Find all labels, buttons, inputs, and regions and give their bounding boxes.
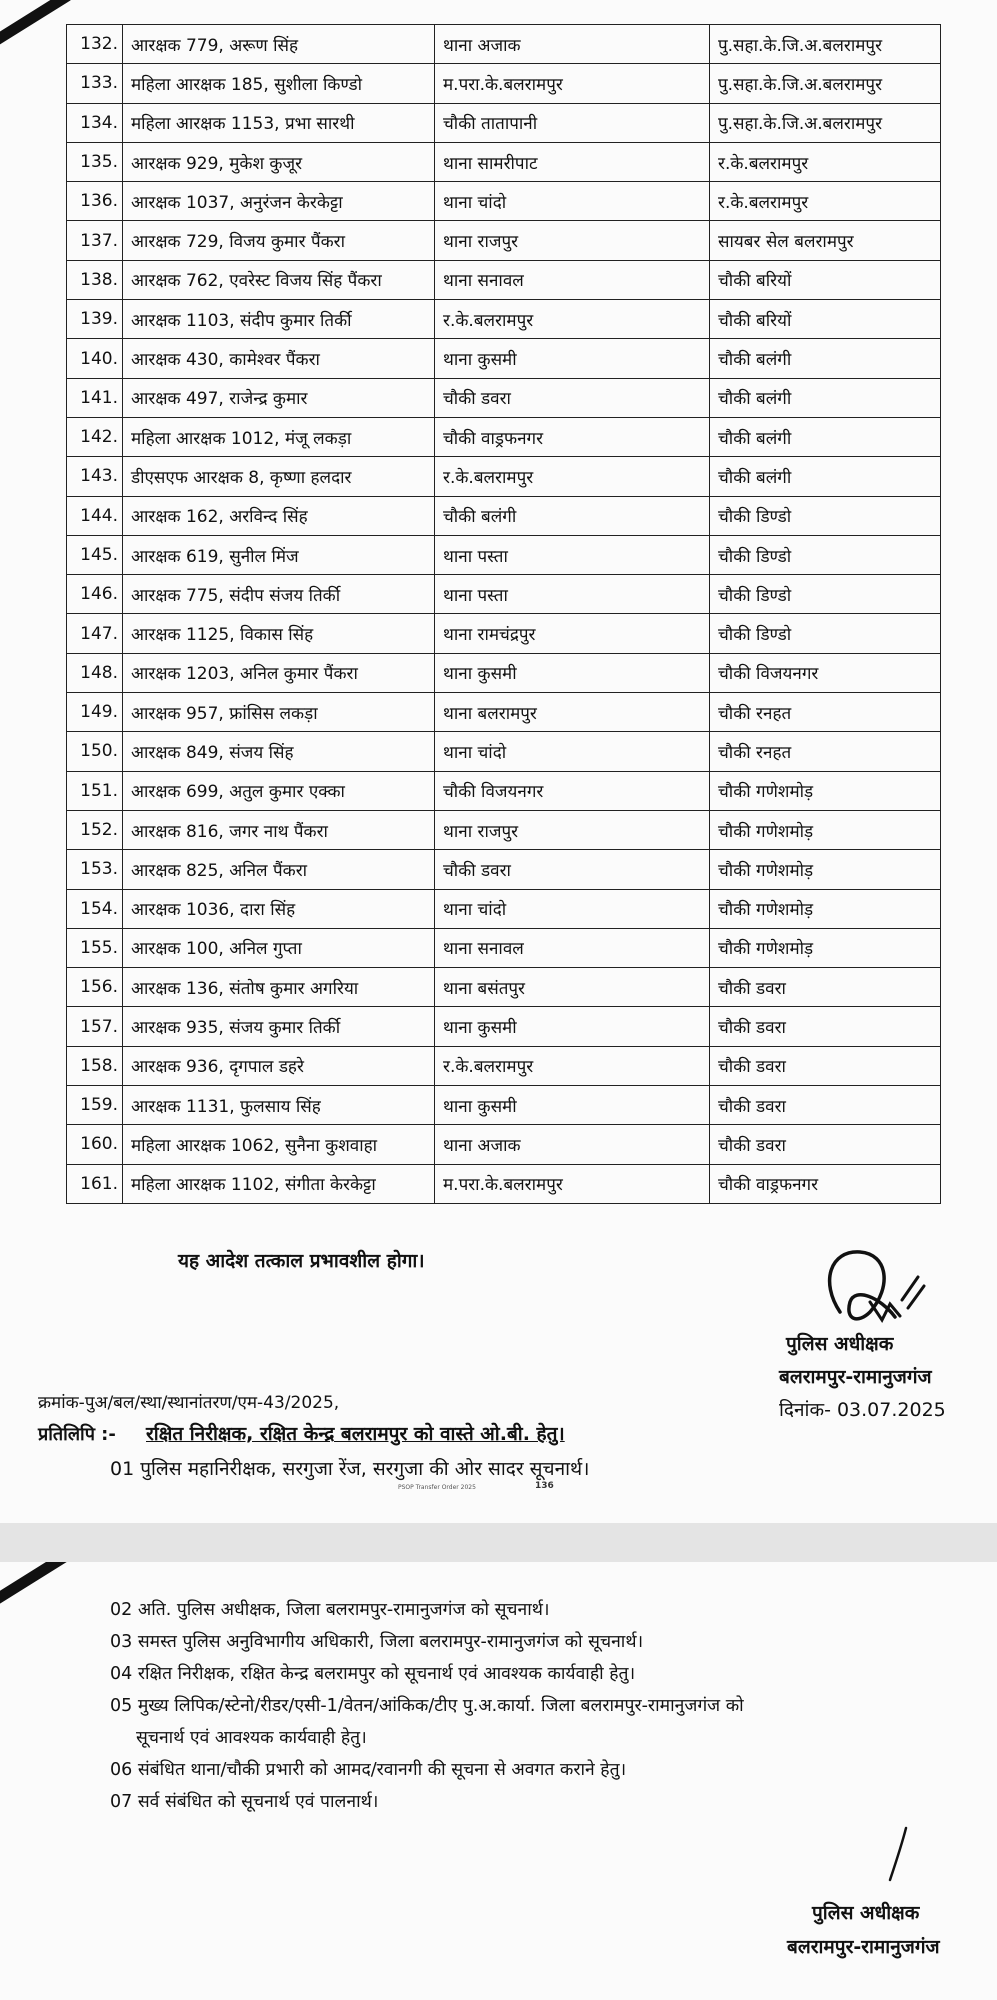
table-row xyxy=(67,142,941,181)
serial-cell: 154. xyxy=(67,889,123,928)
serial-cell: 153. xyxy=(67,850,123,889)
table-row xyxy=(67,1046,941,1085)
table-row xyxy=(67,693,941,732)
to-posting-cell: चौकी बलंगी xyxy=(710,417,941,456)
from-posting-cell: थाना बसंतपुर xyxy=(435,968,710,1007)
table-row xyxy=(67,771,941,810)
employee-cell: आरक्षक 762, एवरेस्ट विजय सिंह पैंकरा xyxy=(123,260,435,299)
serial-cell: 150. xyxy=(67,732,123,771)
serial-cell: 155. xyxy=(67,928,123,967)
from-posting-cell: थाना कुसमी xyxy=(435,1086,710,1125)
table-row xyxy=(67,64,941,103)
from-posting-cell: थाना अजाक xyxy=(435,25,710,64)
employee-cell: आरक्षक 162, अरविन्द सिंह xyxy=(123,496,435,535)
employee-cell: आरक्षक 729, विजय कुमार पैंकरा xyxy=(123,221,435,260)
employee-cell: आरक्षक 825, अनिल पैंकरा xyxy=(123,850,435,889)
table-row xyxy=(67,1086,941,1125)
from-posting-cell: थाना राजपुर xyxy=(435,810,710,849)
serial-cell: 133. xyxy=(67,64,123,103)
serial-cell: 145. xyxy=(67,535,123,574)
distribution-item-04: 04 रक्षित निरीक्षक, रक्षित केन्द्र बलरामपुर को सूचनार्थ एवं आवश्यक कार्यवाही हेतु। xyxy=(110,1664,636,1684)
serial-cell: 149. xyxy=(67,693,123,732)
to-posting-cell: चौकी बलंगी xyxy=(710,339,941,378)
table-row xyxy=(67,103,941,142)
to-posting-cell: चौकी डिण्डो xyxy=(710,535,941,574)
to-posting-cell: चौकी डवरा xyxy=(710,1046,941,1085)
signatory-title: पुलिस अधीक्षक xyxy=(786,1333,894,1355)
to-posting-cell: सायबर सेल बलरामपुर xyxy=(710,221,941,260)
serial-cell: 148. xyxy=(67,653,123,692)
from-posting-cell: थाना कुसमी xyxy=(435,1007,710,1046)
serial-cell: 134. xyxy=(67,103,123,142)
employee-cell: डीएसएफ आरक्षक 8, कृष्णा हलदार xyxy=(123,457,435,496)
employee-cell: आरक्षक 100, अनिल गुप्ता xyxy=(123,928,435,967)
table-row xyxy=(67,850,941,889)
table-row xyxy=(67,1125,941,1164)
table-row xyxy=(67,1164,941,1203)
serial-cell: 160. xyxy=(67,1125,123,1164)
to-posting-cell: चौकी गणेशमोड़ xyxy=(710,850,941,889)
table-row xyxy=(67,575,941,614)
from-posting-cell: थाना कुसमी xyxy=(435,339,710,378)
distribution-item-03: 03 समस्त पुलिस अनुविभागीय अधिकारी, जिला बलरामपुर-रामानुजगंज को सूचनार्थ। xyxy=(110,1632,644,1652)
to-posting-cell: पु.सहा.के.जि.अ.बलरामपुर xyxy=(710,103,941,142)
table-row xyxy=(67,810,941,849)
distribution-item-05-cont: सूचनार्थ एवं आवश्यक कार्यवाही हेतु। xyxy=(136,1728,367,1748)
from-posting-cell: चौकी वाड्रफनगर xyxy=(435,417,710,456)
from-posting-cell: चौकी विजयनगर xyxy=(435,771,710,810)
to-posting-cell: चौकी वाड्रफनगर xyxy=(710,1164,941,1203)
document-page-2 xyxy=(0,1562,997,2000)
signatory-title-2: पुलिस अधीक्षक xyxy=(812,1902,920,1924)
table-row xyxy=(67,928,941,967)
employee-cell: महिला आरक्षक 1062, सुनैना कुशवाहा xyxy=(123,1125,435,1164)
serial-cell: 132. xyxy=(67,25,123,64)
serial-cell: 146. xyxy=(67,575,123,614)
to-posting-cell: चौकी बलंगी xyxy=(710,378,941,417)
copy-item-01: 01 पुलिस महानिरीक्षक, सरगुजा रेंज, सरगुजा की ओर सादर सूचनार्थ। xyxy=(110,1458,590,1480)
table-row xyxy=(67,457,941,496)
distribution-item-02: 02 अति. पुलिस अधीक्षक, जिला बलरामपुर-रामानुजगंज को सूचनार्थ। xyxy=(110,1600,550,1620)
to-posting-cell: चौकी गणेशमोड़ xyxy=(710,928,941,967)
transfer-table xyxy=(66,24,941,1204)
table-row xyxy=(67,732,941,771)
serial-cell: 135. xyxy=(67,142,123,181)
to-posting-cell: चौकी बरियों xyxy=(710,260,941,299)
footer-page-number: 136 xyxy=(535,1481,554,1491)
employee-cell: आरक्षक 136, संतोष कुमार अगरिया xyxy=(123,968,435,1007)
from-posting-cell: चौकी बलंगी xyxy=(435,496,710,535)
order-effective-note: यह आदेश तत्काल प्रभावशील होगा। xyxy=(178,1250,425,1272)
serial-cell: 140. xyxy=(67,339,123,378)
from-posting-cell: थाना चांदो xyxy=(435,732,710,771)
serial-cell: 156. xyxy=(67,968,123,1007)
from-posting-cell: थाना अजाक xyxy=(435,1125,710,1164)
to-posting-cell: चौकी डिण्डो xyxy=(710,575,941,614)
serial-cell: 147. xyxy=(67,614,123,653)
to-posting-cell: चौकी डवरा xyxy=(710,968,941,1007)
to-posting-cell: र.के.बलरामपुर xyxy=(710,142,941,181)
signature-mark-2 xyxy=(884,1824,914,1884)
serial-cell: 157. xyxy=(67,1007,123,1046)
serial-cell: 152. xyxy=(67,810,123,849)
employee-cell: आरक्षक 957, फ्रांसिस लकड़ा xyxy=(123,693,435,732)
table-row xyxy=(67,260,941,299)
from-posting-cell: थाना रामचंद्रपुर xyxy=(435,614,710,653)
table-row xyxy=(67,182,941,221)
employee-cell: आरक्षक 1036, दारा सिंह xyxy=(123,889,435,928)
to-posting-cell: चौकी डिण्डो xyxy=(710,496,941,535)
distribution-item-06: 06 संबंधित थाना/चौकी प्रभारी को आमद/रवानगी की सूचना से अवगत कराने हेतु। xyxy=(110,1760,627,1780)
from-posting-cell: चौकी डवरा xyxy=(435,850,710,889)
employee-cell: आरक्षक 699, अतुल कुमार एक्का xyxy=(123,771,435,810)
to-posting-cell: चौकी गणेशमोड़ xyxy=(710,889,941,928)
employee-cell: महिला आरक्षक 185, सुशीला किण्डो xyxy=(123,64,435,103)
order-date: दिनांक- 03.07.2025 xyxy=(779,1399,946,1421)
to-posting-cell: पु.सहा.के.जि.अ.बलरामपुर xyxy=(710,25,941,64)
from-posting-cell: थाना बलरामपुर xyxy=(435,693,710,732)
table-row xyxy=(67,339,941,378)
from-posting-cell: चौकी डवरा xyxy=(435,378,710,417)
from-posting-cell: थाना पस्ता xyxy=(435,575,710,614)
table-row xyxy=(67,417,941,456)
to-posting-cell: चौकी डिण्डो xyxy=(710,614,941,653)
serial-cell: 151. xyxy=(67,771,123,810)
serial-cell: 137. xyxy=(67,221,123,260)
page-corner-mark-2 xyxy=(0,1562,75,1607)
serial-cell: 138. xyxy=(67,260,123,299)
from-posting-cell: र.के.बलरामपुर xyxy=(435,457,710,496)
from-posting-cell: थाना चांदो xyxy=(435,889,710,928)
from-posting-cell: चौकी तातापानी xyxy=(435,103,710,142)
employee-cell: आरक्षक 1125, विकास सिंह xyxy=(123,614,435,653)
signatory-district-2: बलरामपुर-रामानुजगंज xyxy=(787,1936,940,1958)
table-row xyxy=(67,300,941,339)
employee-cell: महिला आरक्षक 1012, मंजू लकड़ा xyxy=(123,417,435,456)
table-row xyxy=(67,614,941,653)
page-separator xyxy=(0,1523,997,1562)
employee-cell: आरक्षक 936, दृगपाल डहरे xyxy=(123,1046,435,1085)
employee-cell: आरक्षक 929, मुकेश कुजूर xyxy=(123,142,435,181)
serial-cell: 142. xyxy=(67,417,123,456)
employee-cell: आरक्षक 775, संदीप संजय तिर्की xyxy=(123,575,435,614)
to-posting-cell: चौकी रनहत xyxy=(710,693,941,732)
serial-cell: 159. xyxy=(67,1086,123,1125)
from-posting-cell: थाना पस्ता xyxy=(435,535,710,574)
employee-cell: आरक्षक 619, सुनील मिंज xyxy=(123,535,435,574)
to-posting-cell: चौकी डवरा xyxy=(710,1086,941,1125)
footer-label: PSOP Transfer Order 2025 xyxy=(398,1484,476,1491)
distribution-item-07: 07 सर्व संबंधित को सूचनार्थ एवं पालनार्थ। xyxy=(110,1792,379,1812)
serial-cell: 158. xyxy=(67,1046,123,1085)
table-row xyxy=(67,653,941,692)
to-posting-cell: पु.सहा.के.जि.अ.बलरामपुर xyxy=(710,64,941,103)
employee-cell: आरक्षक 935, संजय कुमार तिर्की xyxy=(123,1007,435,1046)
employee-cell: आरक्षक 1103, संदीप कुमार तिर्की xyxy=(123,300,435,339)
table-row xyxy=(67,221,941,260)
employee-cell: आरक्षक 1037, अनुरंजन केरकेट्टा xyxy=(123,182,435,221)
from-posting-cell: थाना चांदो xyxy=(435,182,710,221)
table-row xyxy=(67,1007,941,1046)
from-posting-cell: थाना राजपुर xyxy=(435,221,710,260)
to-posting-cell: चौकी डवरा xyxy=(710,1125,941,1164)
distribution-item-05: 05 मुख्य लिपिक/स्टेनो/रीडर/एसी-1/वेतन/आंकिक/टीए पु.अ.कार्या. जिला बलरामपुर-रामानुजगंज को xyxy=(110,1696,744,1716)
serial-cell: 136. xyxy=(67,182,123,221)
employee-cell: आरक्षक 1203, अनिल कुमार पैंकरा xyxy=(123,653,435,692)
copy-label: प्रतिलिपि :- xyxy=(38,1424,116,1445)
serial-cell: 144. xyxy=(67,496,123,535)
employee-cell: आरक्षक 430, कामेश्वर पैंकरा xyxy=(123,339,435,378)
page-corner-mark xyxy=(0,0,73,49)
to-posting-cell: चौकी डवरा xyxy=(710,1007,941,1046)
transfer-table-body xyxy=(67,25,941,1204)
employee-cell: आरक्षक 779, अरूण सिंह xyxy=(123,25,435,64)
serial-cell: 161. xyxy=(67,1164,123,1203)
to-posting-cell: र.के.बलरामपुर xyxy=(710,182,941,221)
from-posting-cell: म.परा.के.बलरामपुर xyxy=(435,64,710,103)
employee-cell: महिला आरक्षक 1153, प्रभा सारथी xyxy=(123,103,435,142)
employee-cell: आरक्षक 849, संजय सिंह xyxy=(123,732,435,771)
reference-number: क्रमांक-पुअ/बल/स्था/स्थानांतरण/एम-43/2025, xyxy=(38,1393,340,1413)
serial-cell: 141. xyxy=(67,378,123,417)
table-row xyxy=(67,378,941,417)
to-posting-cell: चौकी गणेशमोड़ xyxy=(710,771,941,810)
serial-cell: 139. xyxy=(67,300,123,339)
from-posting-cell: थाना कुसमी xyxy=(435,653,710,692)
from-posting-cell: थाना सनावल xyxy=(435,260,710,299)
from-posting-cell: थाना सामरीपाट xyxy=(435,142,710,181)
table-row xyxy=(67,496,941,535)
to-posting-cell: चौकी गणेशमोड़ xyxy=(710,810,941,849)
serial-cell: 143. xyxy=(67,457,123,496)
table-row xyxy=(67,968,941,1007)
to-posting-cell: चौकी विजयनगर xyxy=(710,653,941,692)
from-posting-cell: र.के.बलरामपुर xyxy=(435,1046,710,1085)
employee-cell: आरक्षक 497, राजेन्द्र कुमार xyxy=(123,378,435,417)
table-row xyxy=(67,25,941,64)
from-posting-cell: थाना सनावल xyxy=(435,928,710,967)
employee-cell: आरक्षक 1131, फुलसाय सिंह xyxy=(123,1086,435,1125)
signatory-district: बलरामपुर-रामानुजगंज xyxy=(779,1366,932,1388)
employee-cell: आरक्षक 816, जगर नाथ पैंकरा xyxy=(123,810,435,849)
table-row xyxy=(67,535,941,574)
to-posting-cell: चौकी बलंगी xyxy=(710,457,941,496)
from-posting-cell: म.परा.के.बलरामपुर xyxy=(435,1164,710,1203)
table-row xyxy=(67,889,941,928)
to-posting-cell: चौकी बरियों xyxy=(710,300,941,339)
copy-recipient: रक्षित निरीक्षक, रक्षित केन्द्र बलरामपुर को वास्ते ओ.बी. हेतु। xyxy=(146,1423,565,1445)
from-posting-cell: र.के.बलरामपुर xyxy=(435,300,710,339)
to-posting-cell: चौकी रनहत xyxy=(710,732,941,771)
employee-cell: महिला आरक्षक 1102, संगीता केरकेट्टा xyxy=(123,1164,435,1203)
